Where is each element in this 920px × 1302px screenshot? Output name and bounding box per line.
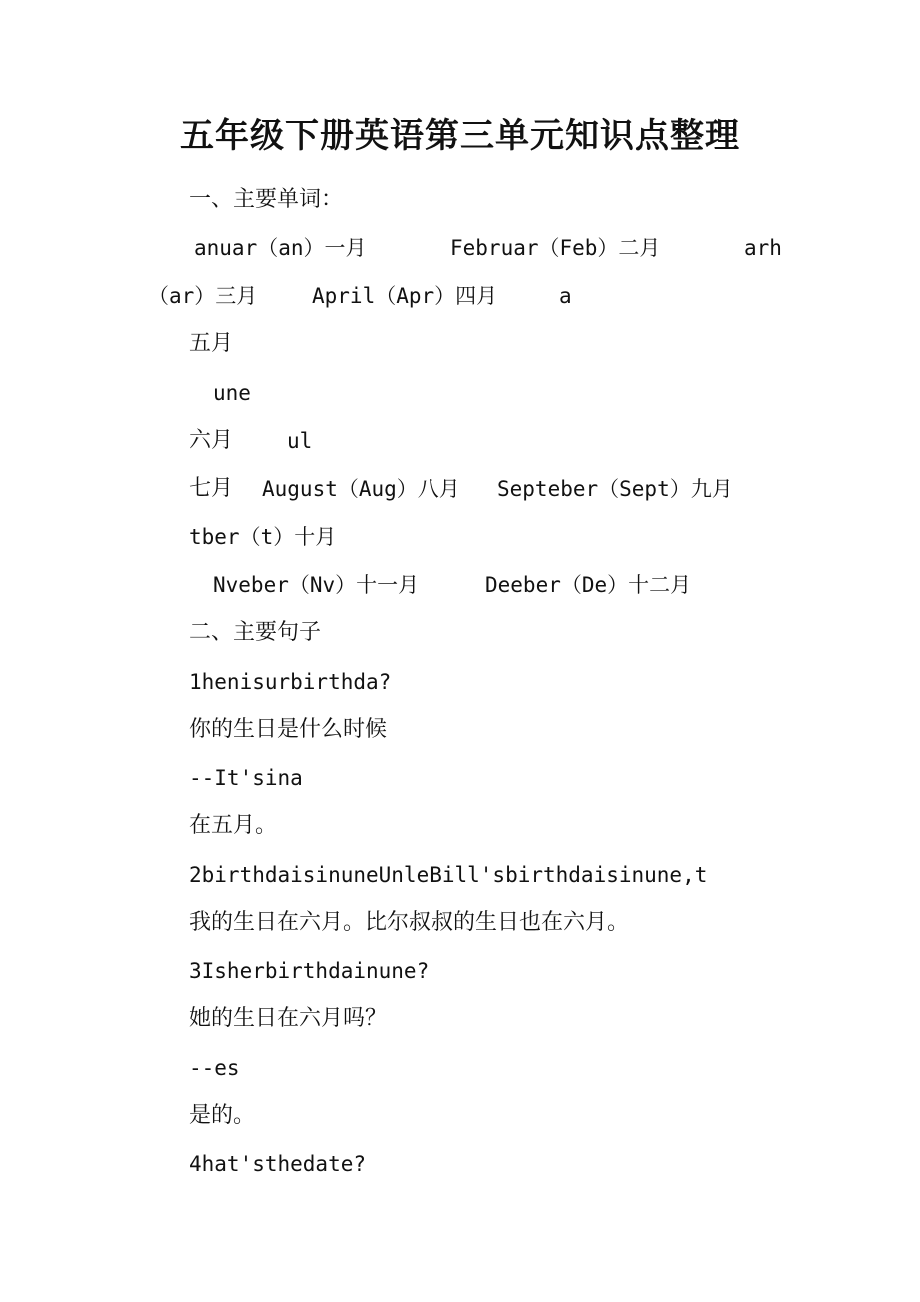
section-heading-words: 一、主要单词：	[189, 187, 344, 212]
word-july-en: ul	[287, 429, 313, 453]
sentence-3-reply-en: --es	[189, 1056, 240, 1080]
word-april: April（Apr）四月	[312, 284, 498, 308]
word-march-head: arh	[744, 236, 782, 260]
sentence-3-reply-cn: 是的。	[189, 1103, 256, 1128]
word-october: tber（t）十月	[189, 525, 337, 549]
word-january: anuar（an）一月	[194, 236, 367, 260]
word-march-tail: （ar）三月	[148, 284, 258, 308]
sentence-4-en: 4hat'sthedate?	[189, 1152, 367, 1176]
sentence-1-reply-en: --It'sina	[189, 766, 303, 790]
word-may-cn: 五月	[189, 331, 234, 356]
word-june-en: une	[213, 381, 251, 405]
word-february: Februar（Feb）二月	[450, 236, 661, 260]
sentence-1-en: 1henisurbirthda?	[189, 670, 392, 694]
sentence-3-cn: 她的生日在六月吗？	[189, 1006, 388, 1031]
sentence-2-en: 2birthdaisinuneUnleBill'sbirthdaisinune,t	[189, 863, 708, 887]
sentence-3-en: 3Isherbirthdainune?	[189, 959, 430, 983]
word-november: Nveber（Nv）十一月	[213, 573, 420, 597]
word-august: August（Aug）八月	[262, 477, 460, 501]
word-september: Septeber（Sept）九月	[497, 477, 733, 501]
word-december: Deeber（De）十二月	[485, 573, 692, 597]
sentence-2-cn: 我的生日在六月。比尔叔叔的生日也在六月。	[189, 910, 630, 935]
word-july-cn: 七月	[189, 476, 234, 501]
section-heading-sentences: 二、主要句子	[189, 620, 322, 645]
document-title: 五年级下册英语第三单元知识点整理	[180, 116, 740, 156]
word-june-cn: 六月	[189, 428, 234, 453]
sentence-1-cn: 你的生日是什么时候	[189, 717, 388, 742]
word-may-en: a	[559, 284, 572, 308]
sentence-1-reply-cn: 在五月。	[189, 813, 278, 838]
